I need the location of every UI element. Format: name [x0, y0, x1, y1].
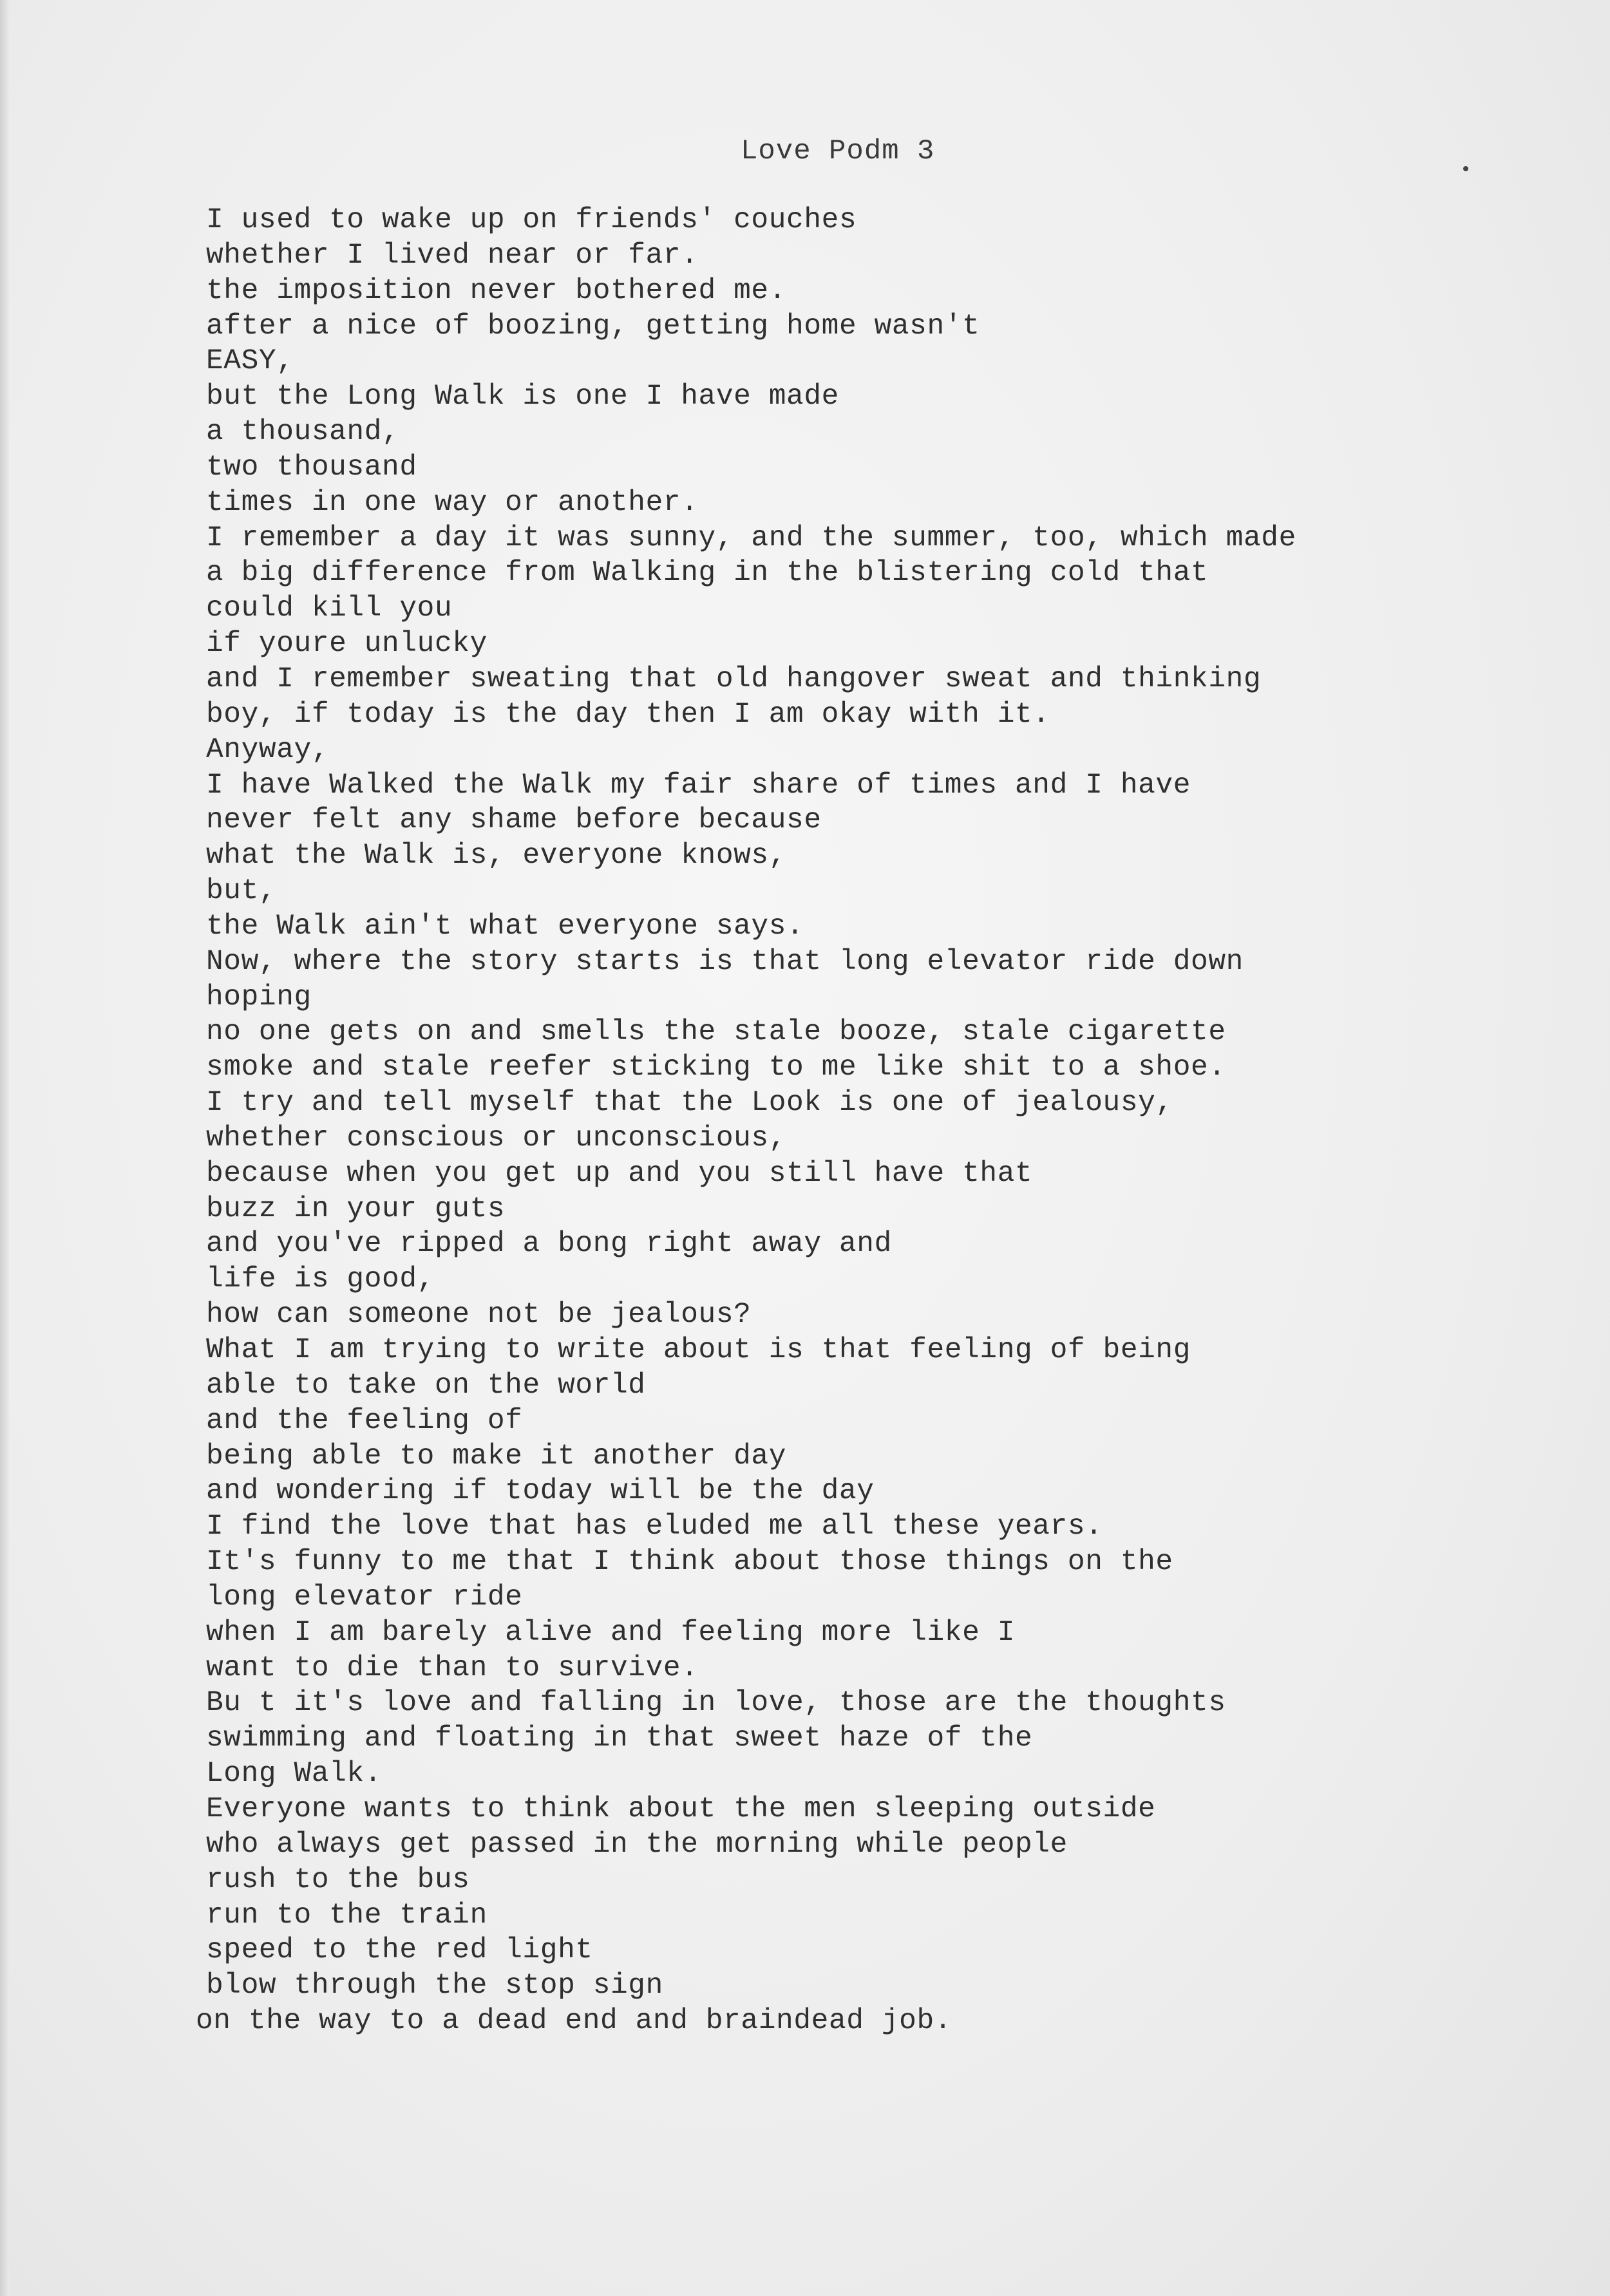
poem-line: I have Walked the Walk my fair share of times and I have [206, 769, 1191, 802]
poem-line: never felt any shame before because [206, 804, 822, 837]
poem-line: What I am trying to write about is that feeling of being [206, 1334, 1191, 1366]
poem-line: I used to wake up on friends' couches [206, 204, 857, 236]
poem-line: I find the love that has eluded me all these years. [206, 1510, 1103, 1543]
poem-line: and the feeling of [206, 1404, 523, 1437]
poem-line: two thousand [206, 451, 417, 484]
poem-line: smoke and stale reefer sticking to me like shit to a shoe. [206, 1051, 1226, 1084]
poem-line: It's funny to me that I think about those things on the [206, 1546, 1173, 1579]
poem-line: a thousand, [206, 416, 400, 449]
poem-line: Everyone wants to think about the men sleeping outside [206, 1793, 1156, 1825]
poem-line: run to the train [206, 1899, 488, 1932]
poem-line: EASY, [206, 345, 294, 378]
poem-line: I try and tell myself that the Look is one of jealousy, [206, 1087, 1173, 1120]
poem-line: life is good, [206, 1263, 435, 1296]
ink-speck [1463, 166, 1468, 171]
poem-title: Love Podm 3 [741, 135, 935, 167]
poem-line: being able to make it another day [206, 1440, 787, 1473]
poem-line: after a nice of boozing, getting home wasn't [206, 310, 980, 343]
poem-line: because when you get up and you still have that [206, 1157, 1033, 1190]
poem-line: what the Walk is, everyone knows, [206, 840, 787, 872]
poem-line: how can someone not be jealous? [206, 1299, 752, 1331]
poem-line: Anyway, [206, 733, 330, 766]
poem-line: want to die than to survive. [206, 1651, 699, 1684]
poem-line: times in one way or another. [206, 486, 699, 519]
poem-line: speed to the red light [206, 1934, 593, 1967]
poem-line: who always get passed in the morning while people [206, 1828, 1068, 1861]
poem-line: long elevator ride [206, 1581, 523, 1614]
poem-line: and I remember sweating that old hangover sweat and thinking [206, 663, 1262, 695]
poem-line: on the way to a dead end and braindead job. [196, 2005, 952, 2038]
poem-line: the imposition never bothered me. [206, 274, 787, 307]
poem-line: whether conscious or unconscious, [206, 1122, 787, 1154]
poem-line: but the Long Walk is one I have made [206, 381, 839, 413]
poem-line: Long Walk. [206, 1758, 383, 1791]
poem-line: a big difference from Walking in the blistering cold that [206, 557, 1209, 590]
poem-line: no one gets on and smells the stale booze, stale cigarette [206, 1016, 1226, 1049]
poem-line: rush to the bus [206, 1863, 470, 1896]
poem-line: swimming and floating in that sweet haze of the [206, 1722, 1033, 1755]
poem-line: but, [206, 875, 277, 908]
poem-line: buzz in your guts [206, 1192, 506, 1225]
poem-line: able to take on the world [206, 1369, 646, 1402]
poem-line: I remember a day it was sunny, and the summer, too, which made [206, 522, 1296, 554]
poem-line: blow through the stop sign [206, 1970, 663, 2002]
paper-edge-shadow [0, 0, 9, 2296]
poem-line: whether I lived near or far. [206, 239, 699, 272]
poem-line: could kill you [206, 592, 453, 625]
poem-line: and wondering if today will be the day [206, 1475, 875, 1508]
poem-body [196, 203, 1546, 2039]
poem-line: Now, where the story starts is that long elevator ride down [206, 945, 1244, 978]
poem-line: if youre unlucky [206, 628, 488, 661]
poem-line: boy, if today is the day then I am okay with it. [206, 698, 1050, 731]
poem-line: Bu t it's love and falling in love, those are the thoughts [206, 1687, 1226, 1720]
poem-line: hoping [206, 981, 312, 1013]
poem-line: when I am barely alive and feeling more like I [206, 1616, 1015, 1649]
poem-line: the Walk ain't what everyone says. [206, 910, 804, 943]
poem-line: and you've ripped a bong right away and [206, 1228, 892, 1261]
